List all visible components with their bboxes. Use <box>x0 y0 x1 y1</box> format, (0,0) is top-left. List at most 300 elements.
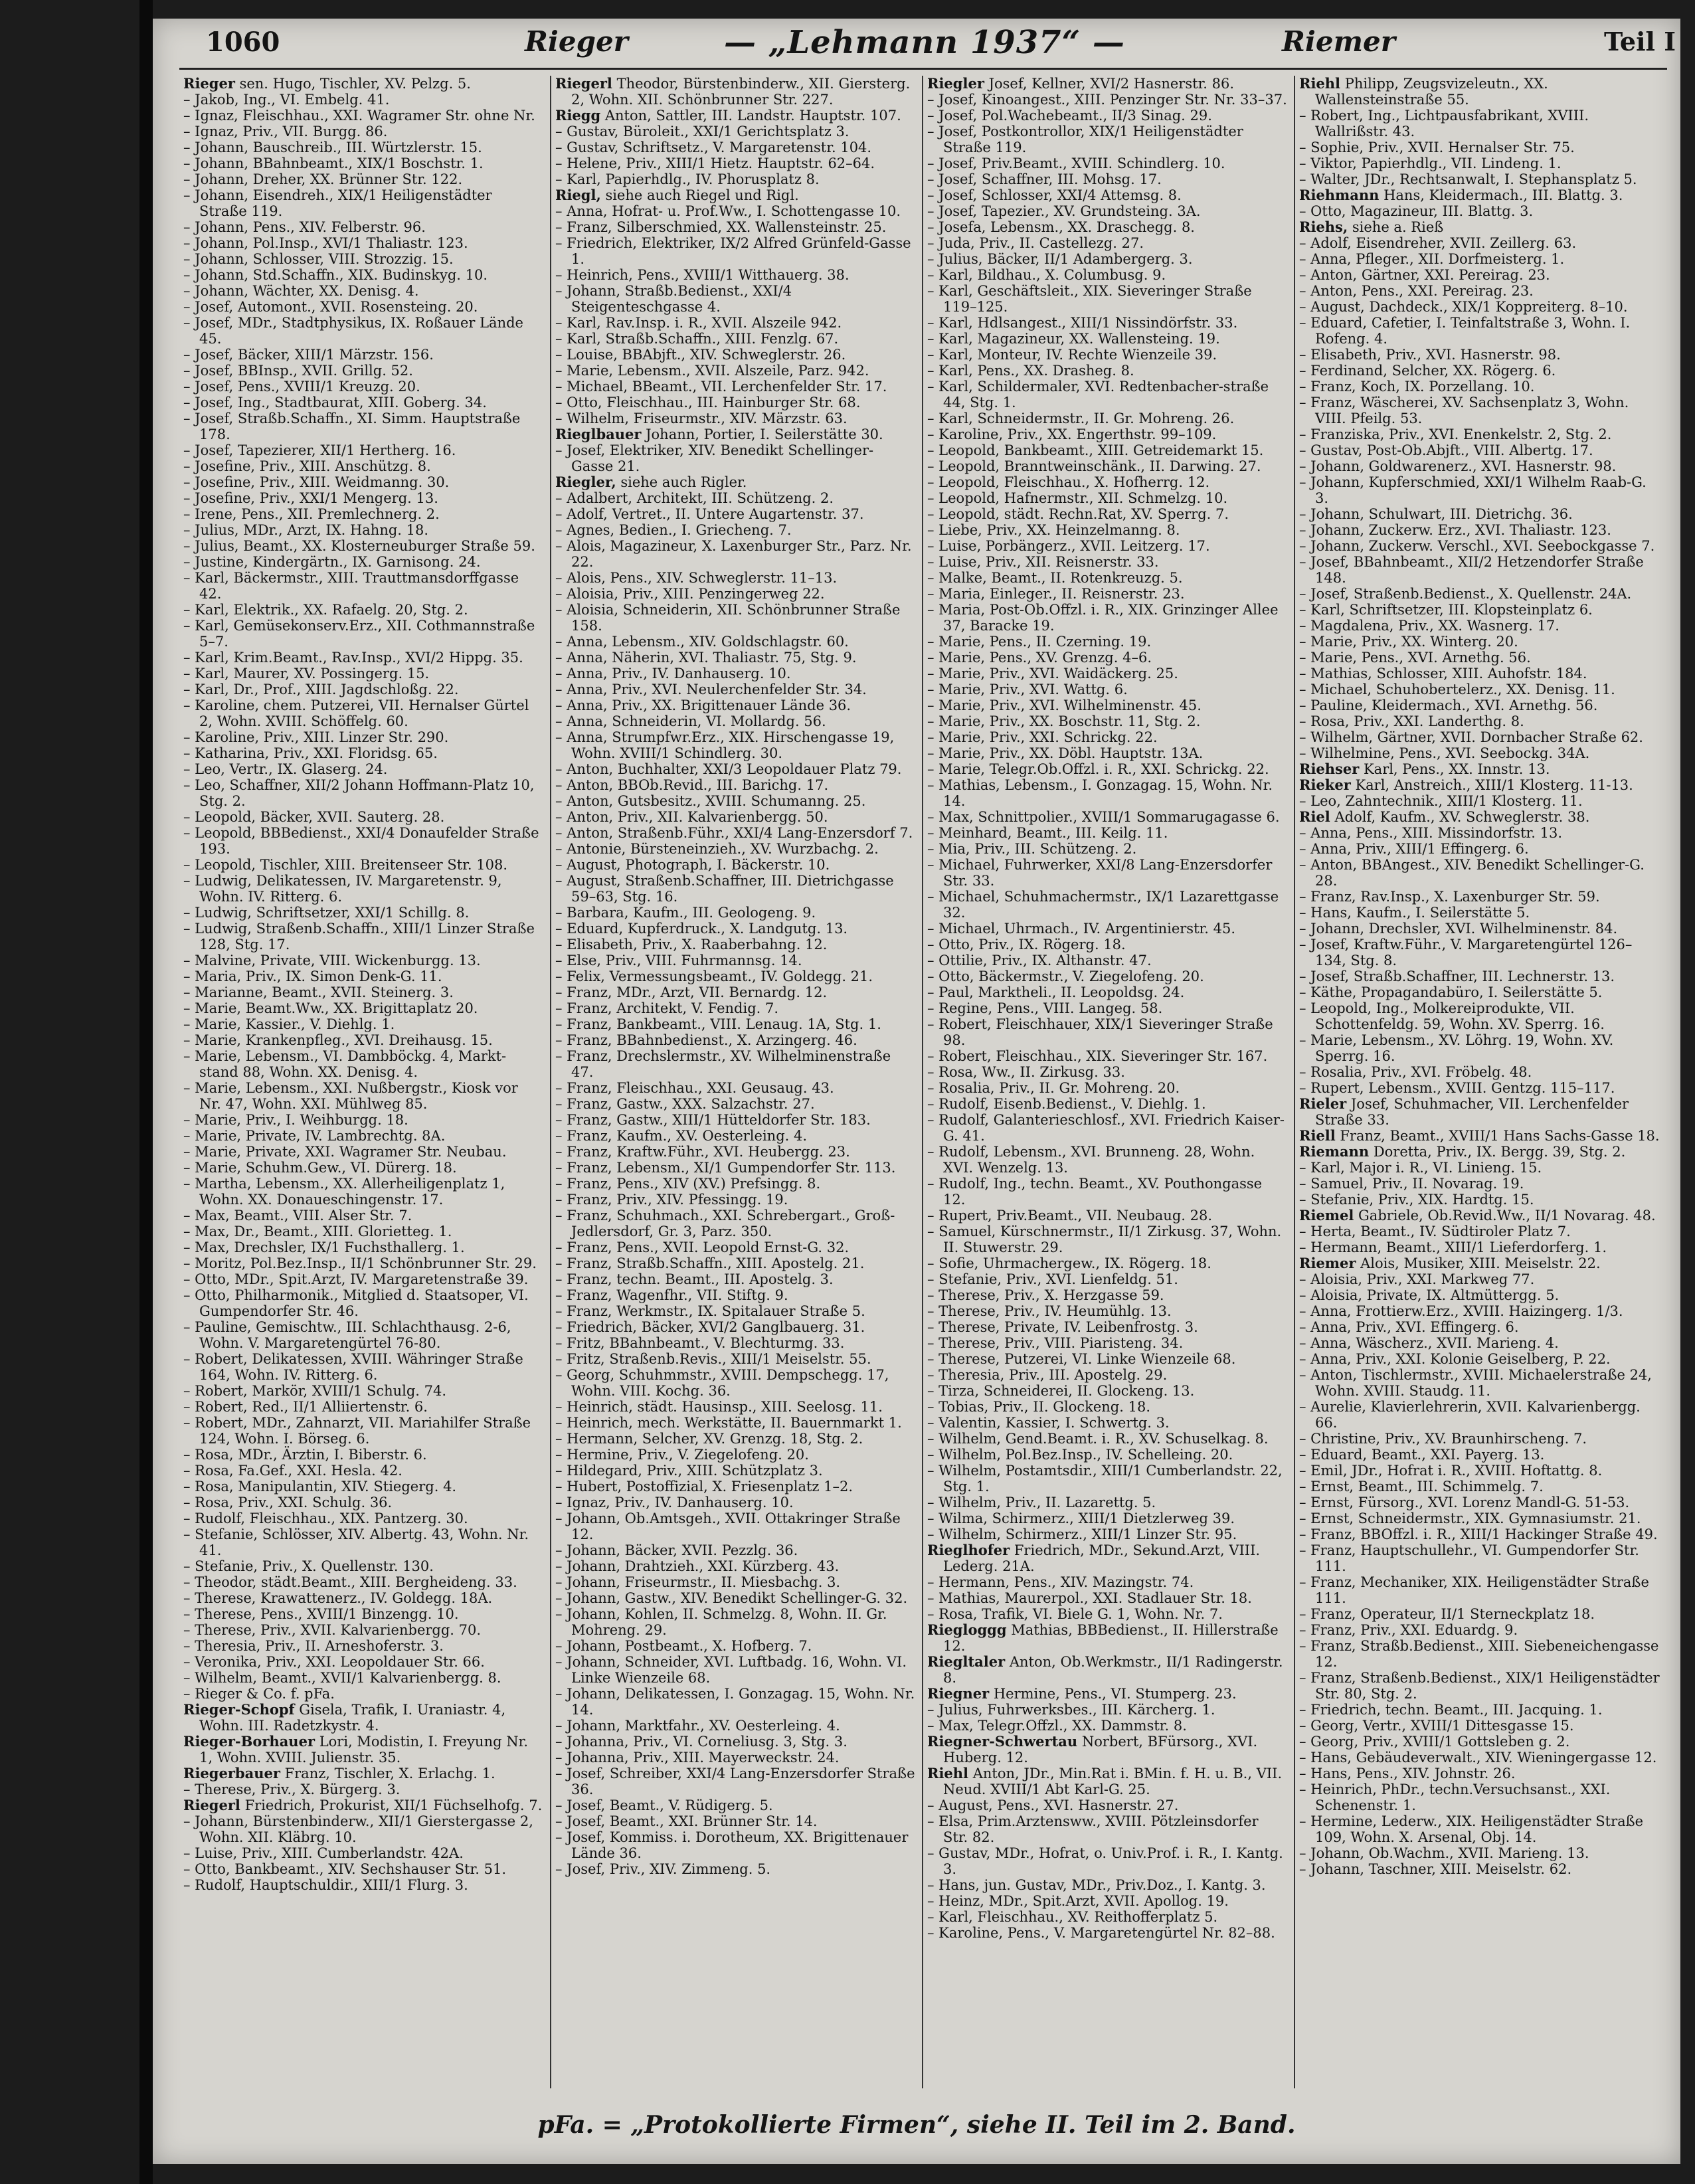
directory-entry <box>183 267 543 283</box>
directory-entry <box>927 968 1287 984</box>
directory-entry <box>555 1367 915 1399</box>
directory-entry <box>183 1271 543 1287</box>
entry-text: – Marie, Priv., XVI. Wattg. 6. <box>927 682 1128 697</box>
directory-entry <box>183 1479 543 1495</box>
directory-entry <box>927 1319 1287 1335</box>
entry-text: – Leopold, BBBedienst., XXI/4 Donaufelder Straße 193. <box>183 825 539 857</box>
entry-text: – Franz, Werkmstr., IX. Spitalauer Straße 5. <box>555 1303 865 1319</box>
directory-entry <box>555 634 915 650</box>
entry-text: – Franz, Schuhmach., XXI. Schrebergart., Groß-Jedlersdorf, Gr. 3, Parz. 350. <box>555 1208 895 1239</box>
directory-entry <box>555 713 915 729</box>
directory-entry <box>1299 1128 1660 1144</box>
entry-text: – Johann, Marktfahr., XV. Oesterleing. 4. <box>555 1718 840 1734</box>
directory-entry <box>927 108 1287 124</box>
directory-entry <box>555 1766 915 1797</box>
directory-entry <box>927 1224 1287 1255</box>
entry-text: – Josef, Tapezierer, XII/1 Hertherg. 16. <box>183 442 456 458</box>
directory-entry <box>555 1686 915 1718</box>
entry-surname: Rieger-Borhauer <box>183 1733 315 1750</box>
entry-text: – Josef, BBahnbeamt., XII/2 Hetzendorfer Straße 148. <box>1299 554 1644 586</box>
entry-text: Hans, Kleidermach., III. Blattg. 3. <box>1379 187 1623 203</box>
entry-text: – Sofie, Uhrmachergew., IX. Rögerg. 18. <box>927 1255 1211 1271</box>
entry-text: – Franz, BBahnbedienst., X. Arzingerg. 46. <box>555 1032 857 1048</box>
entry-text: – Rosa, MDr., Ärztin, I. Biberstr. 6. <box>183 1447 427 1463</box>
entry-surname: Riehl <box>1299 76 1341 92</box>
entry-text: – Franz, Straßenb.Bedienst., XIX/1 Heiligenstädter Str. 80, Stg. 2. <box>1299 1670 1660 1702</box>
entry-text: – Therese, Krawattenerz., IV. Goldegg. 18A. <box>183 1590 493 1606</box>
header-title: — „Lehmann 1937“ — <box>724 24 1125 61</box>
entry-text: – Max, Dr., Beamt., XIII. Glorietteg. 1. <box>183 1224 452 1239</box>
entry-text: – Franz, Straßb.Schaffn., XIII. Apostelg. 21. <box>555 1255 865 1271</box>
entry-text: – Martha, Lebensm., XX. Allerheiligenplatz 1, Wohn. XX. Donaueschingenstr. 17. <box>183 1176 505 1208</box>
entry-text: – Leopold, Hafnermstr., XII. Schmelzg. 10. <box>927 490 1228 506</box>
entry-text: – Maria, Post-Ob.Offzl. i. R., XIX. Grinzinger Allee 37, Baracke 19. <box>927 602 1279 634</box>
entry-text: – Therese, Pens., XVIII/1 Binzengg. 10. <box>183 1606 459 1622</box>
directory-entry <box>927 522 1287 538</box>
entry-surname: Riegler <box>927 76 984 92</box>
entry-text: – Leopold, Fleischhau., X. Hofherrg. 12. <box>927 474 1210 490</box>
entry-text: – Wilhelm, Beamt., XVII/1 Kalvarienbergg. 8. <box>183 1670 501 1686</box>
directory-entry <box>183 108 543 124</box>
entry-text: – Anna, Hofrat- u. Prof.Ww., I. Schottengasse 10. <box>555 203 901 219</box>
directory-entry <box>183 235 543 251</box>
entry-text: – Leopold, Bankbeamt., XIII. Getreidemarkt 15. <box>927 442 1264 458</box>
directory-entry <box>183 809 543 825</box>
directory-entry <box>183 522 543 538</box>
entry-text: – Josef, Automont., XVII. Rosensteing. 20. <box>183 299 478 315</box>
entry-text: siehe a. Rieß <box>1348 219 1444 235</box>
entry-text: – Franz, Lebensm., XI/1 Gumpendorfer Str. 113. <box>555 1160 896 1176</box>
entry-text: – Josef, Kraftw.Führ., V. Margaretengürtel 126–134, Stg. 8. <box>1299 937 1633 968</box>
entry-text: – Barbara, Kaufm., III. Geologeng. 9. <box>555 905 816 921</box>
entry-text: – Karoline, Priv., XIII. Linzer Str. 290. <box>183 729 449 745</box>
entry-text: – Karl, Fleischhau., XV. Reithofferplatz 5. <box>927 1909 1218 1925</box>
entry-text: – Wilhelm, Schirmerz., XIII/1 Linzer Str. 95. <box>927 1526 1237 1542</box>
entry-text: – Michael, Uhrmach., IV. Argentinierstr. 45. <box>927 921 1235 937</box>
directory-entry <box>1299 745 1660 761</box>
entry-text: – Hermann, Selcher, XV. Grenzg. 18, Stg. 2. <box>555 1431 863 1447</box>
entry-text: – Franz, Gastw., XXX. Salzachstr. 27. <box>555 1096 815 1112</box>
entry-text: – Wilhelm, Postamtsdir., XIII/1 Cumberlandstr. 22, Stg. 1. <box>927 1463 1283 1495</box>
entry-text: – Irene, Pens., XII. Premlechnerg. 2. <box>183 506 440 522</box>
directory-entry <box>183 1813 543 1845</box>
directory-entry <box>555 809 915 825</box>
directory-entry <box>1299 586 1660 602</box>
directory-entry <box>555 873 915 905</box>
directory-entry <box>555 1638 915 1654</box>
directory-entry <box>927 1048 1287 1064</box>
directory-entry <box>1299 1766 1660 1781</box>
directory-entry <box>555 1447 915 1463</box>
entry-text: – Ignaz, Priv., VII. Burgg. 86. <box>183 124 388 139</box>
directory-entry <box>1299 458 1660 474</box>
entry-text: – Max, Schnittpolier., XVIII/1 Sommarugagasse 6. <box>927 809 1280 825</box>
entry-text: – Aloisia, Schneiderin, XII. Schönbrunner Straße 158. <box>555 602 901 634</box>
entry-text: – Regine, Pens., VIII. Langeg. 58. <box>927 1000 1163 1016</box>
directory-entry <box>927 650 1287 666</box>
directory-entry <box>1299 602 1660 618</box>
directory-entry <box>1299 777 1660 793</box>
directory-entry <box>555 586 915 602</box>
entry-text: Mathias, BBBedienst., II. Hillerstraße 12. <box>943 1622 1279 1654</box>
entry-text: – Johann, Schneider, XVI. Luftbadg. 16, Wohn. VI. Linke Wienzeile 68. <box>555 1654 907 1686</box>
directory-entry <box>1299 474 1660 506</box>
entry-text: – Franz, Pens., XVII. Leopold Ernst-G. 32. <box>555 1239 849 1255</box>
entry-text: – Gustav, Schriftsetz., V. Margaretenstr. 104. <box>555 139 872 155</box>
directory-entry <box>927 682 1287 697</box>
entry-text: – Rosa, Fa.Gef., XXI. Hesla. 42. <box>183 1463 402 1479</box>
directory-entry <box>927 729 1287 745</box>
directory-entry <box>183 1766 543 1781</box>
entry-text: – Johann, Eisendreh., XIX/1 Heiligenstädter Straße 119. <box>183 187 492 219</box>
directory-entry <box>927 1925 1287 1941</box>
directory-entry <box>927 171 1287 187</box>
directory-entry <box>1299 1845 1660 1861</box>
directory-entry <box>1299 1495 1660 1510</box>
entry-text: – Anna, Pfleger., XII. Dorfmeisterg. 1. <box>1299 251 1565 267</box>
entry-text: – Max, Beamt., VIII. Alser Str. 7. <box>183 1208 412 1224</box>
directory-entry <box>927 1702 1287 1718</box>
directory-entry <box>927 1510 1287 1526</box>
directory-entry <box>555 506 915 522</box>
directory-entry <box>927 1144 1287 1176</box>
entry-text: – Mathias, Maurerpol., XXI. Stadlauer Str. 18. <box>927 1590 1252 1606</box>
directory-entry <box>1299 1064 1660 1080</box>
directory-entry <box>555 1112 915 1128</box>
entry-text: – Franz, Priv., XIV. Pfessingg. 19. <box>555 1192 788 1208</box>
directory-entry <box>183 1383 543 1399</box>
entry-text: – Therese, Priv., X. Bürgerg. 3. <box>183 1781 401 1797</box>
directory-entry <box>183 474 543 490</box>
entry-surname: Rieglhofer <box>927 1542 1010 1558</box>
entry-text: – Veronika, Priv., XXI. Leopoldauer Str. 66. <box>183 1654 485 1670</box>
directory-entry <box>183 1160 543 1176</box>
entry-text: – Josefine, Priv., XIII. Weidmanng. 30. <box>183 474 450 490</box>
entry-text: – Johann, Bäcker, XVII. Pezzlg. 36. <box>555 1542 798 1558</box>
entry-text: – Malvine, Private, VIII. Wickenburgg. 13. <box>183 953 481 968</box>
entry-text: Karl, Anstreich., XIII/1 Klosterg. 11-13. <box>1350 777 1633 793</box>
entry-text: – Hubert, Postoffizial, X. Friesenplatz 1–2. <box>555 1479 853 1495</box>
directory-entry <box>555 315 915 331</box>
entry-text: – Johann, Kohlen, II. Schmelzg. 8, Wohn. II. Gr. Mohreng. 29. <box>555 1606 887 1638</box>
directory-entry <box>1299 1606 1660 1622</box>
entry-text: – Leopold, städt. Rechn.Rat, XV. Sperrg. 7. <box>927 506 1229 522</box>
entry-text: – Johann, Kupferschmied, XXI/1 Wilhelm Raab-G. 3. <box>1299 474 1647 506</box>
directory-entry <box>1299 1479 1660 1495</box>
column-2 <box>551 76 923 2088</box>
directory-entry <box>927 1877 1287 1893</box>
directory-entry <box>927 203 1287 219</box>
directory-entry <box>555 905 915 921</box>
entry-text: – Maria, Priv., IX. Simon Denk-G. 11. <box>183 968 442 984</box>
entry-text: – Tirza, Schneiderei, II. Glockeng. 13. <box>927 1383 1195 1399</box>
entry-text: – Karoline, chem. Putzerei, VII. Hernalser Gürtel 2, Wohn. XVIII. Schöffelg. 60. <box>183 697 529 729</box>
entry-text: – Marie, Lebensm., XVII. Alszeile, Parz. 942. <box>555 363 869 379</box>
directory-entry <box>927 745 1287 761</box>
entry-text: – Franz, Bankbeamt., VIII. Lenaug. 1A, Stg. 1. <box>555 1016 881 1032</box>
entry-text: – Rudolf, Lebensm., XVI. Brunneng. 28, Wohn. XVI. Wenzelg. 13. <box>927 1144 1255 1176</box>
entry-surname: Riegner-Schwertau <box>927 1733 1078 1750</box>
entry-text: – Magdalena, Priv., XX. Wasnerg. 17. <box>1299 618 1560 634</box>
directory-entry <box>927 1255 1287 1271</box>
directory-entry <box>183 1112 543 1128</box>
entry-text: – Rieger & Co. f. pFa. <box>183 1686 335 1702</box>
directory-entry <box>555 1734 915 1750</box>
directory-entry <box>1299 1702 1660 1718</box>
entry-text: – Marie, Pens., II. Czerning. 19. <box>927 634 1152 650</box>
column-3 <box>923 76 1295 2088</box>
entry-text: – Anton, Gutsbesitz., XVIII. Schumanng. 25. <box>555 793 866 809</box>
entry-text: Anton, JDr., Min.Rat i. BMin. f. H. u. B., VII. Neud. XVIII/1 Abt Karl-G. 25. <box>943 1766 1283 1797</box>
directory-entry <box>1299 203 1660 219</box>
directory-entry <box>927 1654 1287 1686</box>
entry-surname: Rieler <box>1299 1095 1347 1112</box>
entry-text: – Therese, Priv., X. Herzgasse 59. <box>927 1287 1164 1303</box>
directory-entry <box>183 1144 543 1160</box>
entry-text: – Karl, Magazineur, XX. Wallensteing. 19. <box>927 331 1220 347</box>
entry-text: – Marie, Priv., XVI. Waidäckerg. 25. <box>927 666 1178 682</box>
entry-text: – Helene, Priv., XIII/1 Hietz. Hauptstr. 62–64. <box>555 155 875 171</box>
directory-entry <box>927 331 1287 347</box>
entry-text: – Sophie, Priv., XVII. Hernalser Str. 75. <box>1299 139 1575 155</box>
entry-text: – Aloisia, Priv., XXI. Markweg 77. <box>1299 1271 1535 1287</box>
entry-text: – Karl, Rav.Insp. i. R., XVII. Alszeile 942. <box>555 315 842 331</box>
entry-text: – Wilhelm, Gärtner, XVII. Dornbacher Straße 62. <box>1299 729 1643 745</box>
entry-text: – Viktor, Papierhdlg., VII. Lindeng. 1. <box>1299 155 1561 171</box>
directory-entry <box>1299 315 1660 347</box>
entry-text: – Johann, Std.Schaffn., XIX. Budinskyg. 10. <box>183 267 488 283</box>
directory-entry <box>555 203 915 219</box>
directory-entry <box>183 1319 543 1351</box>
directory-entry <box>927 1590 1287 1606</box>
directory-entry <box>183 1239 543 1255</box>
directory-entry <box>183 968 543 984</box>
directory-entry <box>927 1208 1287 1224</box>
directory-entry <box>927 1718 1287 1734</box>
directory-entry <box>1299 554 1660 586</box>
entry-text: – Adalbert, Architekt, III. Schützeng. 2. <box>555 490 834 506</box>
directory-entry <box>1299 697 1660 713</box>
entry-text: – Johann, Friseurmstr., II. Miesbachg. 3. <box>555 1574 841 1590</box>
directory-entry <box>555 1463 915 1479</box>
directory-entry <box>927 889 1287 921</box>
entry-text: – Marie, Priv., I. Weihburgg. 18. <box>183 1112 408 1128</box>
directory-entry <box>555 410 915 426</box>
directory-entry <box>1299 347 1660 363</box>
directory-entry <box>927 1813 1287 1845</box>
entry-text: – Aloisia, Priv., XIII. Penzingerweg 22. <box>555 586 825 602</box>
entry-text: – Anna, Schneiderin, VI. Mollardg. 56. <box>555 713 826 729</box>
directory-entry <box>183 666 543 682</box>
entry-text: – Josef, Straßb.Schaffn., XI. Simm. Hauptstraße 178. <box>183 410 521 442</box>
directory-entry <box>555 267 915 283</box>
entry-text: – Ludwig, Delikatessen, IV. Margaretenstr. 9, Wohn. IV. Ritterg. 6. <box>183 873 502 905</box>
entry-text: – Leo, Zahntechnik., XIII/1 Klosterg. 11. <box>1299 793 1583 809</box>
directory-entry <box>183 1351 543 1383</box>
entry-text: – Friedrich, Bäcker, XVI/2 Ganglbauerg. 31. <box>555 1319 865 1335</box>
entry-text: – Franz, Wagenfhr., VII. Stiftg. 9. <box>555 1287 788 1303</box>
entry-text: – Marie, Telegr.Ob.Offzl. i. R., XXI. Schrickg. 22. <box>927 761 1269 777</box>
entry-text: – Heinrich, PhDr., techn.Versuchsanst., XXI. Schenenstr. 1. <box>1299 1781 1611 1813</box>
entry-text: – Johann, Drahtzieh., XXI. Kürzberg. 43. <box>555 1558 840 1574</box>
directory-entry <box>1299 1000 1660 1032</box>
directory-entry <box>555 1255 915 1271</box>
directory-entry <box>927 1526 1287 1542</box>
directory-entry <box>183 187 543 219</box>
directory-entry <box>1299 634 1660 650</box>
entry-text: – Friedrich, Elektriker, IX/2 Alfred Grünfeld-Gasse 1. <box>555 235 911 267</box>
directory-entry <box>927 1893 1287 1909</box>
entry-text: – Rosa, Trafik, VI. Biele G. 1, Wohn. Nr. 7. <box>927 1606 1223 1622</box>
directory-entry <box>1299 1781 1660 1813</box>
entry-text: – Wilhelm, Priv., II. Lazarettg. 5. <box>927 1495 1156 1510</box>
directory-entry <box>1299 857 1660 889</box>
entry-text: – Elisabeth, Priv., XVI. Hasnerstr. 98. <box>1299 347 1561 363</box>
directory-entry <box>183 953 543 968</box>
entry-surname: Riegloggg <box>927 1621 1007 1638</box>
entry-text: – Franz, Wäscherei, XV. Sachsenplatz 3, Wohn. VIII. Pfeilg. 53. <box>1299 395 1629 426</box>
directory-entry <box>927 634 1287 650</box>
directory-entry <box>183 1670 543 1686</box>
entry-text: – Anna, Frottierw.Erz., XVIII. Haizingerg. 1/3. <box>1299 1303 1623 1319</box>
entry-text: – Emil, JDr., Hofrat i. R., XVIII. Hoftattg. 8. <box>1299 1463 1603 1479</box>
directory-entry <box>555 841 915 857</box>
directory-entry <box>1299 363 1660 379</box>
entry-text: Franz, Beamt., XVIII/1 Hans Sachs-Gasse 18. <box>1335 1128 1660 1144</box>
directory-entry <box>1299 187 1660 203</box>
entry-text: – August, Dachdeck., XIX/1 Koppreiterg. 8–10. <box>1299 299 1628 315</box>
directory-entry <box>927 1303 1287 1319</box>
directory-entry <box>927 1096 1287 1112</box>
directory-entry <box>927 1112 1287 1144</box>
entry-text: – Hans, Gebäudeverwalt., XIV. Wieningergasse 12. <box>1299 1750 1657 1766</box>
directory-entry <box>927 1367 1287 1383</box>
entry-text: – Wilhelm, Pol.Bez.Insp., IV. Schelleing. 20. <box>927 1447 1233 1463</box>
entry-text: – Jakob, Ing., VI. Embelg. 41. <box>183 92 390 108</box>
directory-entry <box>1299 139 1660 155</box>
entry-text: – Robert, MDr., Zahnarzt, VII. Mariahilfer Straße 124, Wohn. I. Börseg. 6. <box>183 1415 531 1447</box>
entry-text: – Ignaz, Fleischhau., XXI. Wagramer Str. ohne Nr. <box>183 108 535 124</box>
directory-entry <box>555 442 915 474</box>
entry-text: – Michael, Schuhmachermstr., IX/1 Lazarettgasse 32. <box>927 889 1279 921</box>
directory-entry <box>183 1032 543 1048</box>
directory-entry <box>927 1064 1287 1080</box>
entry-text: – Marie, Priv., XX. Boschstr. 11, Stg. 2. <box>927 713 1201 729</box>
entry-text: – Katharina, Priv., XXI. Floridsg. 65. <box>183 745 438 761</box>
entry-text: – Theodor, städt.Beamt., XIII. Bergheideng. 33. <box>183 1574 517 1590</box>
entry-surname: Riegner <box>927 1685 990 1702</box>
directory-entry <box>555 857 915 873</box>
entry-text: – Alois, Magazineur, X. Laxenburger Str., Parz. Nr. 22. <box>555 538 912 570</box>
directory-entry <box>927 1335 1287 1351</box>
entry-text: – Franz, Gastw., XIII/1 Hütteldorfer Str. 183. <box>555 1112 871 1128</box>
directory-entry <box>927 92 1287 108</box>
directory-entry <box>555 1335 915 1351</box>
directory-entry <box>1299 219 1660 235</box>
directory-entry <box>1299 1431 1660 1447</box>
entry-text: – Wilma, Schirmerz., XIII/1 Dietzlerweg 39. <box>927 1510 1235 1526</box>
entry-text: – Aloisia, Private, IX. Altmüttergg. 5. <box>1299 1287 1560 1303</box>
directory-entry <box>183 1495 543 1510</box>
directory-entry <box>1299 395 1660 426</box>
entry-text: – Robert, Delikatessen, XVIII. Währinger Straße 164, Wohn. IV. Ritterg. 6. <box>183 1351 523 1383</box>
directory-entry <box>927 937 1287 953</box>
directory-entry <box>555 1399 915 1415</box>
directory-entry <box>555 1319 915 1335</box>
directory-entry <box>555 761 915 777</box>
entry-text: – Walter, JDr., Rechtsanwalt, I. Stephansplatz 5. <box>1299 171 1637 187</box>
directory-entry <box>555 1510 915 1542</box>
directory-entry <box>555 283 915 315</box>
directory-entry <box>927 777 1287 809</box>
entry-text: – Johann, Schlosser, VIII. Strozzig. 15. <box>183 251 454 267</box>
directory-entry <box>927 1909 1287 1925</box>
directory-entry <box>555 1797 915 1813</box>
directory-entry <box>927 235 1287 251</box>
directory-entry <box>927 187 1287 203</box>
directory-entry <box>1299 1208 1660 1224</box>
entry-text: – Anton, BBAngest., XIV. Benedikt Schellinger-G. 28. <box>1299 857 1645 889</box>
entry-text: – Johann, Pol.Insp., XVI/1 Thaliastr. 123. <box>183 235 468 251</box>
directory-entry <box>927 586 1287 602</box>
entry-surname: Riegg <box>555 107 601 124</box>
entry-text: – Eduard, Cafetier, I. Teinfaltstraße 3, Wohn. I. Rofeng. 4. <box>1299 315 1631 347</box>
entry-text: – Karl, Major i. R., VI. Linieng. 15. <box>1299 1160 1542 1176</box>
directory-entry <box>183 745 543 761</box>
entry-text: – Tobias, Priv., II. Glockeng. 18. <box>927 1399 1150 1415</box>
directory-entry <box>927 713 1287 729</box>
directory-entry <box>555 1558 915 1574</box>
directory-entry <box>1299 921 1660 937</box>
directory-entry <box>927 1797 1287 1813</box>
entry-text: – Marie, Beamt.Ww., XX. Brigittaplatz 20. <box>183 1000 478 1016</box>
header-part-label: Teil I <box>1604 27 1676 56</box>
entry-text: – Franz, Straßb.Bedienst., XIII. Siebeneichengasse 12. <box>1299 1638 1659 1670</box>
directory-entry <box>183 363 543 379</box>
directory-entry <box>555 108 915 124</box>
entry-text: – Karl, Papierhdlg., IV. Phorusplatz 8. <box>555 171 820 187</box>
entry-text: – Rosalia, Priv., XVI. Fröbelg. 48. <box>1299 1064 1532 1080</box>
directory-entry <box>927 1606 1287 1622</box>
directory-entry <box>927 1415 1287 1431</box>
entry-text: – Stefanie, Priv., XVI. Lienfeldg. 51. <box>927 1271 1178 1287</box>
directory-entry <box>927 506 1287 522</box>
directory-entry <box>927 554 1287 570</box>
entry-text: – Johann, Drechsler, XVI. Wilhelminenstr. 84. <box>1299 921 1618 937</box>
directory-page <box>153 19 1680 2164</box>
directory-entry <box>555 1303 915 1319</box>
directory-entry <box>555 1192 915 1208</box>
entry-surname: Riegl, <box>555 187 601 203</box>
entry-text: – Robert, Fleischhau., XIX. Sieveringer Str. 167. <box>927 1048 1268 1064</box>
directory-entry <box>927 1463 1287 1495</box>
directory-entry <box>183 650 543 666</box>
entry-text: Johann, Portier, I. Seilerstätte 30. <box>641 426 883 442</box>
directory-entry <box>1299 379 1660 395</box>
directory-entry <box>555 1096 915 1112</box>
entry-text: – Marie, Priv., XXI. Schrickg. 22. <box>927 729 1158 745</box>
entry-text: – Heinz, MDr., Spit.Arzt, XVII. Apollog. 19. <box>927 1893 1229 1909</box>
directory-entry <box>1299 283 1660 299</box>
directory-entry <box>555 1542 915 1558</box>
entry-text: – Otto, Bankbeamt., XIV. Sechshauser Str. 51. <box>183 1861 506 1877</box>
directory-entry <box>183 1781 543 1797</box>
entry-text: – Leopold, Ing., Molkereiprodukte, VII. Schottenfeldg. 59, Wohn. XV. Sperrg. 16. <box>1299 1000 1605 1032</box>
entry-surname: Riemer <box>1299 1255 1356 1271</box>
entry-text: – Luise, Porbängerz., XVII. Leitzerg. 17. <box>927 538 1210 554</box>
directory-entry <box>183 554 543 570</box>
directory-entry <box>1299 1144 1660 1160</box>
